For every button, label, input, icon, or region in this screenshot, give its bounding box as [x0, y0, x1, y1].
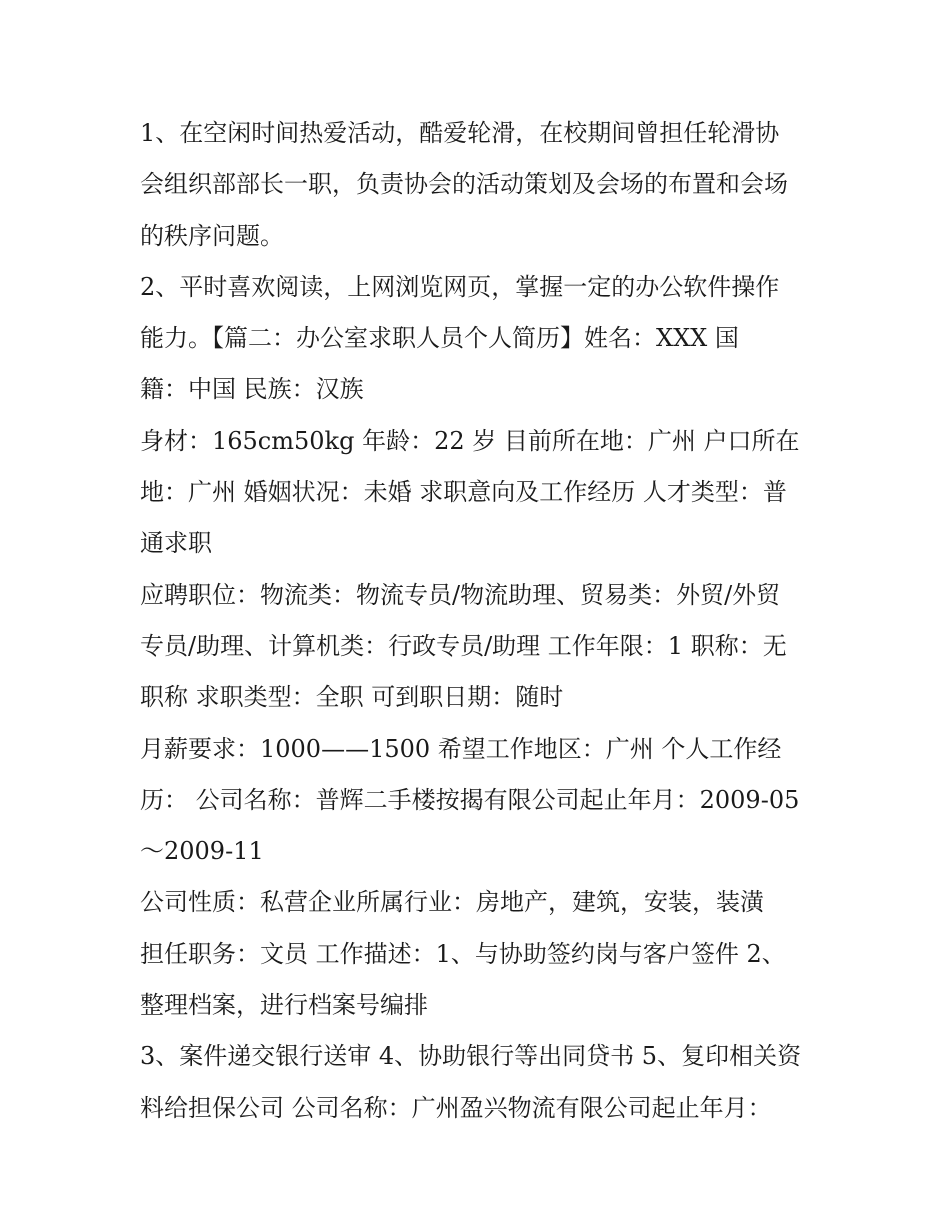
document-body [140, 108, 820, 1134]
text-line: 整理档案，进行档案号编排 [140, 991, 428, 1020]
text-line: 会组织部部长一职，负责协会的活动策划及会场的布置和会场 [140, 170, 788, 199]
text-line: 料给担保公司 公司名称：广州盈兴物流有限公司起止年月： [140, 1093, 772, 1122]
text-line: 地：广州 婚姻状况：未婚 求职意向及工作经历 人才类型：普 [140, 478, 787, 507]
text-line: 专员/助理、计算机类：行政专员/助理 工作年限：1 职称：无 [140, 631, 787, 660]
text-line: 公司性质：私营企业所属行业：房地产，建筑，安装，装潢 [140, 888, 764, 917]
text-line: 1、在空闲时间热爱活动，酷爱轮滑，在校期间曾担任轮滑协 [140, 119, 780, 147]
text-line: 应聘职位：物流类：物流专员/物流助理、贸易类：外贸/外贸 [140, 580, 781, 609]
text-line: 3、案件递交银行送审 4、协助银行等出同贷书 5、复印相关资 [140, 1042, 802, 1071]
text-line: 能力。【篇二：办公室求职人员个人简历】姓名：XXX 国 [140, 324, 739, 353]
text-line: 通求职 [140, 529, 212, 558]
text-line: 2、平时喜欢阅读，上网浏览网页，掌握一定的办公软件操作 [140, 272, 780, 301]
text-line: 身材：165cm50kg 年龄：22 岁 目前所在地：广州 户口所在 [140, 426, 800, 455]
text-line: 历： 公司名称：普辉二手楼按揭有限公司起止年月：2009-05 [140, 785, 800, 814]
text-line: ～2009-11 [140, 837, 264, 866]
text-line: 担任职务：文员 工作描述：1、与协助签约岗与客户签件 2、 [140, 939, 786, 968]
text-line: 月薪要求：1000——1500 希望工作地区：广州 个人工作经 [140, 734, 782, 763]
text-line: 籍：中国 民族：汉族 [140, 375, 364, 404]
text-line: 职称 求职类型：全职 可到职日期：随时 [140, 683, 564, 712]
text-line: 的秩序问题。 [140, 221, 284, 250]
